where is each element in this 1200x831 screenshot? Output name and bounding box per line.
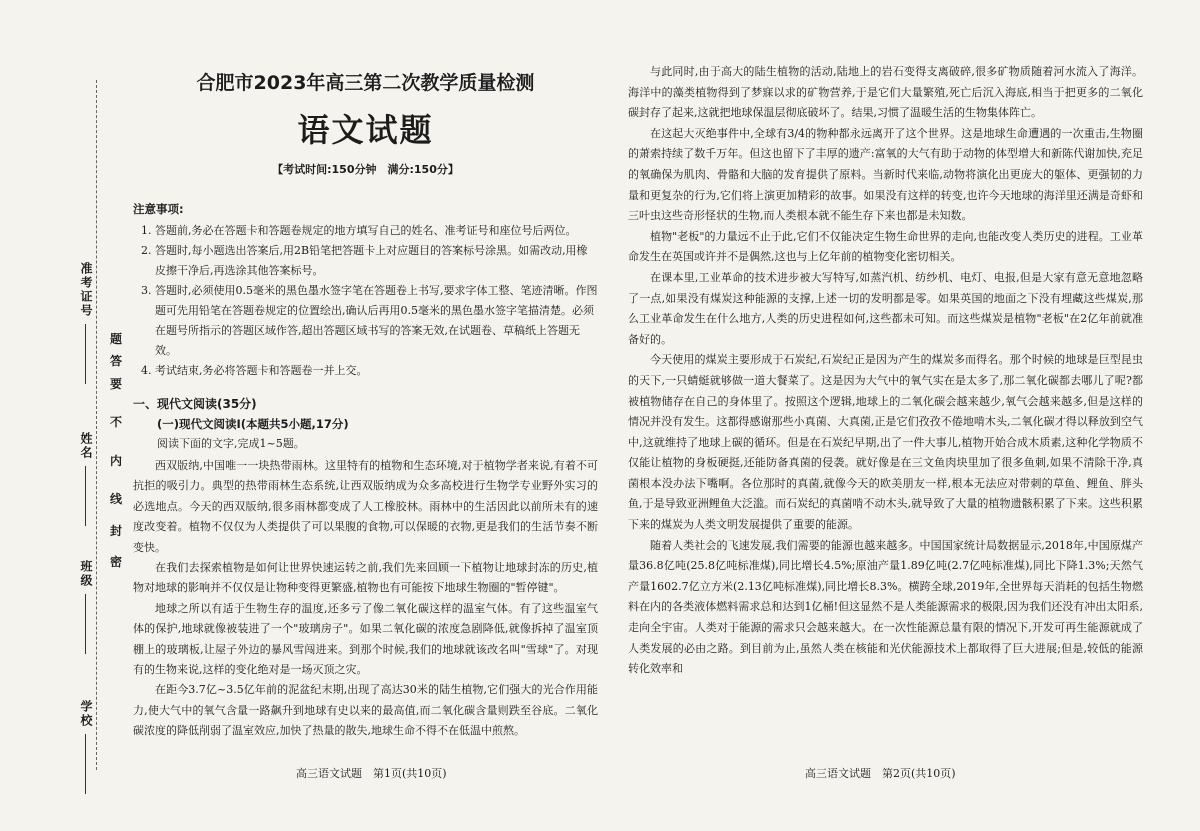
passage-paragraph: 与此同时,由于高大的陆生植物的活动,陆地上的岩石变得支离破碎,很多矿物质随着河水流入了海洋。海洋中的藻类植物得到了梦寐以求的矿物营养,于是它们大量繁殖,死亡后沉入海底,相当于把更多的二氧化碳封存了起来,这就把地球保温层彻底破坏了。结果,习惯了温暖生活的生物集体阵亡。: [628, 65, 1143, 120]
page-footer: 高三语文试题 第1页(共10页): [296, 767, 447, 780]
exam-title: 合肥市2023年高三第二次教学质量检测: [196, 72, 535, 94]
subject-title: 语文试题: [297, 111, 434, 149]
page-footer: 高三语文试题 第2页(共10页): [805, 767, 956, 780]
school-label: 学校: [78, 700, 95, 794]
seal-char: 题: [110, 332, 123, 346]
passage-paragraph: 西双版纳,中国唯一一块热带雨林。这里特有的植物和生态环境,对于植物学者来说,有着不可抗拒的吸引力。典型的热带雨林生态系统,让西双版纳成为众多高校进行生物学专业野外实习的必选地点。今天的西双版纳,很多雨林都变成了人工橡胶林。雨林中的生活因此以前所未有的速度改变着。植物不仅仅为人类提供了可以果腹的食物,可以保暖的衣物,更是我们的生活节奏不断变快。: [133, 459, 598, 554]
page-2: [628, 62, 1143, 680]
seal-char: 封: [110, 524, 123, 538]
note-item: 2. 答题时,每小题选出答案后,用2B铅笔把答题卡上对应题目的答案标号涂黑。如需改动,用橡皮擦干净后,再选涂其他答案标号。: [141, 244, 588, 277]
note-item: 4. 考试结束,务必将答题卡和答题卷一并上交。: [141, 364, 368, 377]
exam-number-label: 准考证号: [78, 262, 95, 384]
subsection-heading: (一)现代文阅读Ⅰ(本题共5小题,17分): [157, 417, 349, 431]
class-label: 班级: [78, 560, 95, 654]
seal-char: 密: [110, 555, 123, 569]
note-item: 3. 答题时,必须使用0.5毫米的黑色墨水签字笔在答题卷上书写,要求字体工整、笔迹清晰。作图题可先用铅笔在答题卷规定的位置绘出,确认后再用0.5毫米的黑色墨水签字笔描清楚。必须在题号所指示的答题区域作答,超出答题区域书写的答案无效,在试题卷、草稿纸上答题无效。: [141, 284, 598, 357]
exam-info: 【考试时间:150分钟 满分:150分】: [272, 163, 459, 176]
passage-paragraph: 随着人类社会的飞速发展,我们需要的能源也越来越多。中国国家统计局数据显示,2018年,中国原煤产量36.8亿吨(25.8亿吨标准煤),同比增长4.5%;原油产量1.89亿吨(2.7亿吨标准煤),同比下降1.3%;天然气产量1602.7亿立方米(2.13亿吨标准煤),同比增长8.3%。横跨全球,2019年,全世界每天消耗的包括生物燃料在内的各类液体燃料需求总和达到1亿桶!但这显然不是人类能源需求的极限,因为我们还没有冲出太阳系,走向全宇宙。人类对于能源的需求只会越来越大。在一次性能源总量有限的情况下,开发可再生能源就成了人类发展的必由之路。到目前为止,虽然人类在核能和光伏能源技术上都取得了巨大进展;但是,较低的能源转化效率和: [628, 538, 1143, 676]
passage-paragraph: 植物"老板"的力量远不止于此,它们不仅能决定生物生命世界的走向,也能改变人类历史的进程。工业革命发生在英国或许并不是偶然,这也与上亿年前的植物变化密切相关。: [628, 229, 1143, 264]
page-1: [133, 62, 598, 742]
seal-char: 要: [110, 377, 123, 391]
seal-char: 内: [110, 454, 123, 468]
passage-paragraph: 今天使用的煤炭主要形成于石炭纪,石炭纪正是因为产生的煤炭多而得名。那个时候的地球是巨型昆虫的天下,一只蜻蜓就够做一道大餐菜了。这是因为大气中的氧气实在是太多了,那二氧化碳都去哪儿了呢?都被植物储存在自己的身体里了。按照这个逻辑,地球上的二氧化碳会越来越少,氧气会越来越多,但是这样的情况并没有发生。这都得感谢那些小真菌、大真菌,正是它们孜孜不倦地啃木头,二氧化碳才得以释放到空气中,这就维持了地球上碳的循环。但是在石炭纪早期,出了一件大事儿,植物开始合成木质素,这种化学物质不仅能让植物的身板硬挺,还能防备真菌的侵袭。就好像是在三文鱼肉块里加了很多鱼刺,如果不清除干净,真菌根本没办法下嘴啊。各位那时的真菌,就像今天的欧美朋友一样,根本无法应对带刺的草鱼、鲤鱼、胖头鱼,于是导致亚洲鲤鱼大泛滥。而石炭纪的真菌啃不动木头,就导致了大量的植物遗骸积累了下来。这些积累下来的煤炭为人类文明发展提供了重要的能源。: [628, 353, 1143, 532]
notes-heading: 注意事项:: [133, 202, 184, 216]
passage-paragraph: 在距今3.7亿~3.5亿年前的泥盆纪末期,出现了高达30米的陆生植物,它们强大的光合作用能力,使大气中的氧气含量一路飙升到地球有史以来的最高值,而二氧化碳含量则跌至谷底。二氧化碳浓度的降低削弱了温室效应,加快了热量的散失,地球生命不得不在低温中煎熬。: [133, 683, 598, 738]
seal-char: 不: [110, 415, 123, 429]
note-item: 1. 答题前,务必在答题卡和答题卷规定的地方填写自己的姓名、准考证号和座位号后两位。: [141, 224, 577, 237]
section-heading: 一、现代文阅读(35分): [133, 397, 257, 411]
name-label: 姓名: [78, 432, 95, 526]
seal-line: [96, 80, 97, 770]
passage-paragraph: 在我们去探索植物是如何让世界快速运转之前,我们先来回顾一下植物让地球封冻的历史,植物对地球的影响并不仅仅是让物种变得更繁盛,植物也有可能按下地球生物圈的"暂停键"。: [133, 561, 598, 595]
seal-char: 答: [110, 354, 123, 368]
passage-paragraph: 地球之所以有适于生物生存的温度,还多亏了像二氧化碳这样的温室气体。有了这些温室气体的保护,地球就像被装进了一个"玻璃房子"。如果二氧化碳的浓度急剧降低,就像拆掉了温室顶棚上的玻璃板,让屋子外边的暴风雪闯进来。到那个时候,我们的地球就该改名叫"雪球"了。对现有的生物来说,这样的变化绝对是一场灭顶之灾。: [133, 601, 598, 677]
passage-paragraph: 在课本里,工业革命的技术进步被大写特写,如蒸汽机、纺纱机、电灯、电报,但是大家有意无意地忽略了一点,如果没有煤炭这种能源的支撑,上述一切的发明都是零。如果英国的地面之下没有埋藏这些煤炭,那么工业革命发生在什么地方,人类的历史进程如何,这些都未可知。而这些煤炭是植物"老板"在2亿年前就准备好的。: [628, 270, 1143, 346]
seal-char: 线: [110, 492, 123, 506]
passage-paragraph: 在这起大灭绝事件中,全球有3/4的物种都永远离开了这个世界。这是地球生命遭遇的一次重击,生物圈的萧索持续了数千万年。但这也留下了丰厚的遗产:富氧的大气有助于动物的体型增大和新陈代谢加快,充足的氧确保为肌肉、骨骼和大脑的发育提供了原料。当新时代来临,动物将演化出更庞大的躯体、更强韧的力量和更复杂的行为,它们将上演更加精彩的故事。如果没有这样的转变,也许今天地球的海洋里还满是奇虾和三叶虫这些奇形怪状的生物,而人类根本就不能生存下来也都是未知数。: [628, 126, 1143, 223]
reading-instruction: 阅读下面的文字,完成1~5题。: [157, 437, 305, 450]
